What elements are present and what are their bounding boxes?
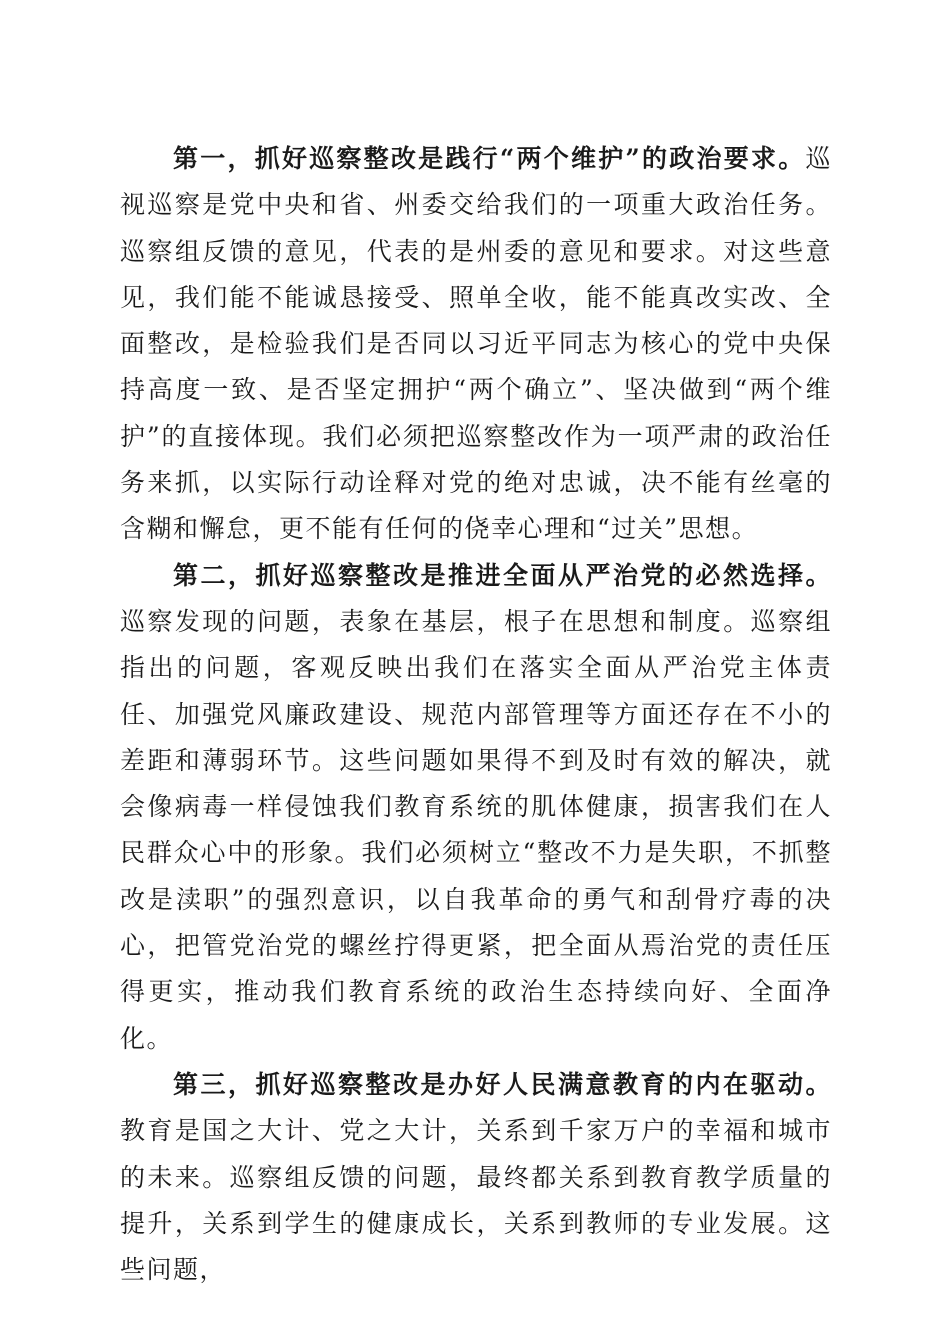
paragraph-3-text: 教育是国之大计、党之大计，关系到千家万户的幸福和城市的未来。巡察组反馈的问题，最终都关系到教育教学质量的提升，关系到学生的健康成长，关系到教师的专业发展。这些问题，	[120, 1116, 832, 1285]
document-body	[120, 136, 832, 1293]
paragraph-1-heading: 第一，抓好巡察整改是践行“两个维护”的政治要求。	[173, 144, 806, 173]
paragraph-1-text: 巡视巡察是党中央和省、州委交给我们的一项重大政治任务。巡察组反馈的意见，代表的是州委的意见和要求。对这些意见，我们能不能诚恳接受、照单全收，能不能真改实改、全面整改，是检验我们是否同以习近平同志为核心的党中央保持高度一致、是否坚定拥护“两个确立”、坚决做到“两个维护”的直接体现。我们必须把巡察整改作为一项严肃的政治任务来抓，以实际行动诠释对党的绝对忠诚，决不能有丝毫的含糊和懈怠，更不能有任何的侥幸心理和“过关”思想。	[120, 144, 832, 544]
paragraph-1	[120, 136, 832, 553]
paragraph-2-heading: 第二，抓好巡察整改是推进全面从严治党的必然选择。	[173, 560, 832, 590]
paragraph-2-text: 巡察发现的问题，表象在基层，根子在思想和制度。巡察组指出的问题，客观反映出我们在落实全面从严治党主体责任、加强党风廉政建设、规范内部管理等方面还存在不小的差距和薄弱环节。这些问题如果得不到及时有效的解决，就会像病毒一样侵蚀我们教育系统的肌体健康，损害我们在人民群众心中的形象。我们必须树立“整改不力是失职，不抓整改是渎职”的强烈意识，以自我革命的勇气和刮骨疗毒的决心，把管党治党的螺丝拧得更紧，把全面从焉治党的责任压得更实，推动我们教育系统的政治生态持续向好、全面净化。	[120, 606, 832, 1053]
paragraph-3-heading: 第三，抓好巡察整改是办好人民满意教育的内在驱动。	[173, 1069, 832, 1099]
paragraph-3	[120, 1062, 832, 1293]
paragraph-2	[120, 553, 832, 1062]
